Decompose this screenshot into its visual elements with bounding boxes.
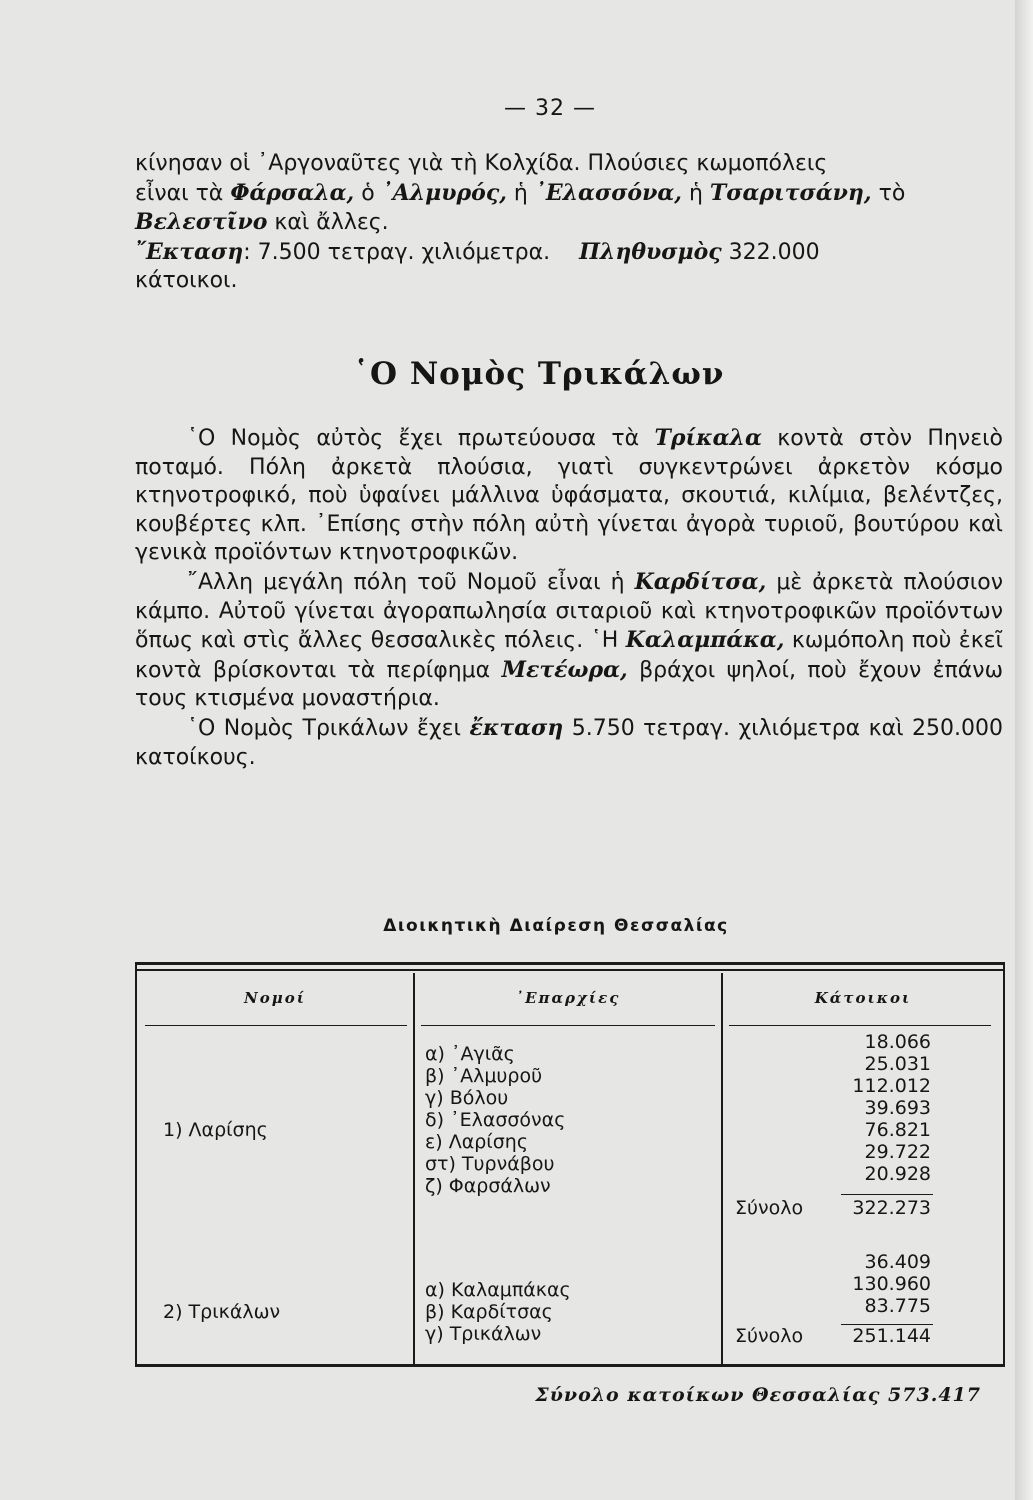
page-edge (1015, 0, 1033, 1500)
city-karditsa: Καρδίτσα, (634, 568, 767, 595)
paragraph-2: ῎Αλλη μεγάλη πόλη τοῦ Νομοῦ εἶναι ἡ Καρδίτσα, μὲ ἀρκετὰ πλούσιον κάμπο. Αὐτοῦ γίνεται ἀγοραπωλησία σιταριοῦ καὶ κτηνοτροφικῶν προϊόντων ὅπως καὶ στὶς ἄλλες θεσσαλικὲς πόλεις. ῾Η Καλαμπάκα, κωμόπολη ποὺ ἐκεῖ κοντὰ βρίσκονται τὰ περίφημα Μετέωρα, βράχοι ψηλοί, ποὺ ἔχουν ἐπάνω τους κτισμένα μοναστήρια. (135, 568, 1004, 712)
population-value: 36.409 (864, 1251, 931, 1273)
population-value: 112.012 (852, 1075, 931, 1097)
population-value: 29.722 (864, 1141, 931, 1163)
header-eparchies: ᾿Επαρχίες (515, 989, 621, 1007)
column-divider-1 (413, 973, 415, 1364)
population-value: 76.821 (864, 1119, 931, 1141)
eparchia-name: β) ᾿Αλμυροῦ (425, 1065, 543, 1087)
eparchia-name: α) ᾿Αγιᾶς (425, 1043, 515, 1065)
place-velestino: Βελεστῖνο (135, 209, 268, 236)
city-trikala: Τρίκαλα (654, 425, 762, 451)
population-value: 25.031 (864, 1053, 931, 1075)
eparchia-name: γ) Βόλου (425, 1087, 509, 1109)
eparchia-name: α) Καλαμπάκας (425, 1279, 571, 1301)
eparchia-name: δ) ᾿Ελασσόνας (425, 1109, 566, 1131)
label-ektasi-2: ἔκταση (469, 714, 564, 741)
section-heading: ῾Ο Νομὸς Τρικάλων (353, 356, 725, 392)
eparchia-name: ζ) Φαρσάλων (425, 1175, 551, 1197)
larisa-total-label: Σύνολο (735, 1197, 804, 1219)
intro-line-5: κάτοικοι. (135, 268, 238, 294)
population-value: 39.693 (864, 1097, 931, 1119)
intro-paragraph (135, 150, 1003, 296)
header-rule-2 (421, 1025, 715, 1026)
intro-line-3: Βελεστῖνο καὶ ἄλλες. (135, 209, 389, 236)
nomos-trikalon: 2) Τρικάλων (163, 1301, 281, 1323)
intro-line-4: ῎Εκταση: 7.500 τετραγ. χιλιόμετρα. Πληθυσμὸς 322.000 (135, 238, 820, 265)
grand-total: Σύνολο κατοίκων Θεσσαλίας 573.417 (535, 1384, 981, 1406)
eparchia-name: στ) Τυρνάβου (425, 1153, 555, 1175)
place-tsaritsani: Τσαριτσάνη, (709, 179, 872, 206)
population-value: 18.066 (864, 1031, 931, 1053)
population-value: 130.960 (852, 1273, 931, 1295)
label-plithysmos: Πληθυσμὸς (579, 238, 722, 265)
trikala-total-label: Σύνολο (735, 1325, 804, 1347)
eparchia-name: β) Καρδίτσας (425, 1301, 553, 1323)
nomos-larisis: 1) Λαρίσης (163, 1119, 268, 1141)
header-rule-1 (145, 1025, 407, 1026)
larisa-total: 322.273 (852, 1197, 931, 1219)
trikala-section (135, 424, 1003, 772)
larisa-sum-rule (841, 1194, 933, 1195)
eparchia-name: ε) Λαρίσης (425, 1131, 528, 1153)
table-title: Διοικητικὴ Διαίρεση Θεσσαλίας (383, 916, 729, 936)
population-value: 20.928 (864, 1163, 931, 1185)
place-almyros: ᾿Αλμυρός, (381, 179, 507, 206)
trikala-total: 251.144 (852, 1325, 931, 1347)
table-top-rule (137, 969, 1003, 971)
column-divider-2 (721, 973, 723, 1364)
header-rule-3 (729, 1025, 991, 1026)
town-kalambaka: Καλαμπάκα, (625, 627, 785, 654)
intro-line-1: κίνησαν οἱ ᾿Αργοναῦτες γιὰ τὴ Κολχίδα. Πλούσιες κωμοπόλεις (135, 151, 828, 176)
eparchia-name: γ) Τρικάλων (425, 1323, 542, 1345)
paragraph-3: ῾Ο Νομὸς Τρικάλων ἔχει ἔκταση 5.750 τετραγ. χιλιόμετρα καὶ 250.000 κατοίκους. (135, 714, 1003, 770)
intro-line-2: εἶναι τὰ Φάρσαλα, ὁ ᾿Αλμυρός, ἡ ᾿Ελασσόνα, ἡ Τσαριτσάνη, τὸ (135, 179, 906, 206)
label-ektasi: ῎Εκταση (135, 238, 244, 265)
page-number: — 32 — (504, 96, 596, 121)
place-meteora: Μετέωρα, (501, 656, 628, 683)
place-farsala: Φάρσαλα, (230, 179, 355, 206)
population-value: 83.775 (864, 1295, 931, 1317)
header-nomoi: Νομοί (244, 989, 306, 1007)
paragraph-1: ῾Ο Νομὸς αὐτὸς ἔχει πρωτεύουσα τὰ Τρίκαλα κοντὰ στὸν Πηνειὸ ποταμό. Πόλη ἀρκετὰ πλούσια, γιατὶ συγκεντρώνει ἀρκετὸν κόσμο κτηνοτροφικό, ποὺ ὑφαίνει μάλλινα ὑφάσματα, σκουτιά, κιλίμια, βελέντζες, κουβέρτες κλπ. ᾿Επίσης στὴν πόλη αὐτὴ γίνεται ἀγορὰ τυριοῦ, βουτύρου καὶ γενικὰ προϊόντων κτηνοτροφικῶν. (135, 425, 1003, 566)
header-katoikoi: Κάτοικοι (814, 989, 912, 1007)
place-elassona: ᾿Ελασσόνα, (534, 179, 682, 206)
population-table (135, 962, 1005, 1367)
